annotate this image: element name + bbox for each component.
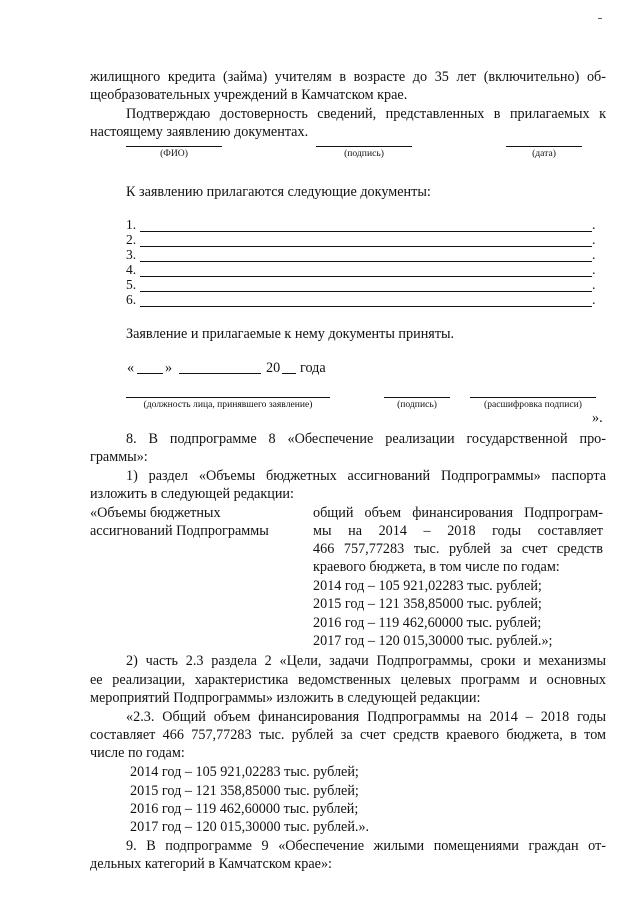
table-left-line-1: «Объемы бюджетных xyxy=(90,505,221,521)
item8-para-line-3: числе по годам: xyxy=(90,745,185,761)
para-year-row: 2016 год – 119 462,60000 тыс. рублей; xyxy=(130,801,359,817)
intro-line-1: жилищного кредита (займа) учителям в возрасте до 35 лет (включительно) об- xyxy=(90,69,606,85)
decode-caption: (расшифровка подписи) xyxy=(484,399,582,410)
attachment-end-dot: . xyxy=(592,278,596,293)
attachment-number: 1. xyxy=(126,217,137,232)
item8-sub1-line-1: 1) раздел «Объемы бюджетных ассигнований Подпрограммы» паспорта xyxy=(126,468,606,484)
table-right-line-4: краевого бюджета, в том числе по годам: xyxy=(313,559,560,575)
item8-line-2: граммы»: xyxy=(90,449,148,465)
table-year-row: 2016 год – 119 462,60000 тыс. рублей; xyxy=(313,615,542,631)
attachments-title: К заявлению прилагаются следующие документы: xyxy=(126,184,431,200)
date-open-quote: « xyxy=(127,360,135,376)
fio-caption: (ФИО) xyxy=(160,148,188,159)
attachment-line xyxy=(140,276,592,277)
attachment-end-dot: . xyxy=(592,233,596,248)
month-line xyxy=(179,373,261,374)
date-close-quote: » xyxy=(165,360,173,376)
signature2-line xyxy=(384,397,450,398)
attachment-number: 4. xyxy=(126,262,137,277)
table-right-line-2: мы на 2014 – 2018 годы составляет xyxy=(313,523,603,539)
attachment-end-dot: . xyxy=(592,248,596,263)
fio-line xyxy=(126,146,222,147)
decode-line xyxy=(470,397,596,398)
intro-line-2: щеобразовательных учреждений в Камчатском крае. xyxy=(90,87,408,103)
attachment-number: 6. xyxy=(126,292,137,307)
table-year-row: 2017 год – 120 015,30000 тыс. рублей.»; xyxy=(313,633,553,649)
attachment-line xyxy=(140,306,592,307)
date-line xyxy=(506,146,582,147)
table-right-line-3: 466 757,77283 тыс. рублей за счет средств xyxy=(313,541,603,557)
table-right-line-1: общий объем финансирования Подпрограм- xyxy=(313,505,603,521)
signature-caption: (подпись) xyxy=(344,148,384,159)
item8-sub1-line-2: изложить в следующей редакции: xyxy=(90,486,294,502)
attachment-line xyxy=(140,291,592,292)
attachment-number: 2. xyxy=(126,232,137,247)
attachment-end-dot: . xyxy=(592,263,596,278)
item8-sub2-line-2: ее реализации, характеристика ведомственных целевых программ и основных xyxy=(90,672,606,688)
attachment-line xyxy=(140,231,592,232)
para-year-row: 2014 год – 105 921,02283 тыс. рублей; xyxy=(130,764,359,780)
attachment-number: 3. xyxy=(126,247,137,262)
confirm-line-1: Подтверждаю достоверность сведений, представленных в прилагаемых к xyxy=(126,106,606,122)
item9-line-1: 9. В подпрограмме 9 «Обеспечение жилыми помещениями граждан от- xyxy=(126,838,606,854)
scan-mark xyxy=(598,18,602,19)
item8-para-line-1: «2.3. Общий объем финансирования Подпрограммы на 2014 – 2018 годы xyxy=(126,709,606,725)
day-line xyxy=(137,373,163,374)
closing-quote: ». xyxy=(592,410,603,426)
confirm-line-2: настоящему заявлению документах. xyxy=(90,124,309,140)
item8-sub2-line-3: мероприятий Подпрограммы» изложить в следующей редакции: xyxy=(90,690,481,706)
attachment-number: 5. xyxy=(126,277,137,292)
item8-para-line-2: составляет 466 757,77283 тыс. рублей за счет средств краевого бюджета, в том xyxy=(90,727,606,743)
signature2-caption: (подпись) xyxy=(397,399,437,410)
year-suffix: года xyxy=(300,360,326,376)
date-caption: (дата) xyxy=(532,148,556,159)
position-caption: (должность лица, принявшего заявление) xyxy=(143,399,313,410)
para-year-row: 2015 год – 121 358,85000 тыс. рублей; xyxy=(130,783,359,799)
position-line xyxy=(126,397,330,398)
attachment-line xyxy=(140,246,592,247)
attachment-end-dot: . xyxy=(592,293,596,308)
attachment-end-dot: . xyxy=(592,218,596,233)
table-left-line-2: ассигнований Подпрограммы xyxy=(90,523,269,539)
item8-sub2-line-1: 2) часть 2.3 раздела 2 «Цели, задачи Подпрограммы, сроки и механизмы xyxy=(126,653,606,669)
para-year-row: 2017 год – 120 015,30000 тыс. рублей.». xyxy=(130,819,370,835)
accepted-text: Заявление и прилагаемые к нему документы приняты. xyxy=(126,326,455,342)
attachment-line xyxy=(140,261,592,262)
item8-line-1: 8. В подпрограмме 8 «Обеспечение реализации государственной про- xyxy=(126,431,606,447)
table-year-row: 2014 год – 105 921,02283 тыс. рублей; xyxy=(313,578,542,594)
item9-line-2: дельных категорий в Камчатском крае»: xyxy=(90,856,332,872)
table-year-row: 2015 год – 121 358,85000 тыс. рублей; xyxy=(313,596,542,612)
year-line xyxy=(282,373,296,374)
signature-line xyxy=(316,146,412,147)
year-prefix: 20 xyxy=(266,360,281,376)
